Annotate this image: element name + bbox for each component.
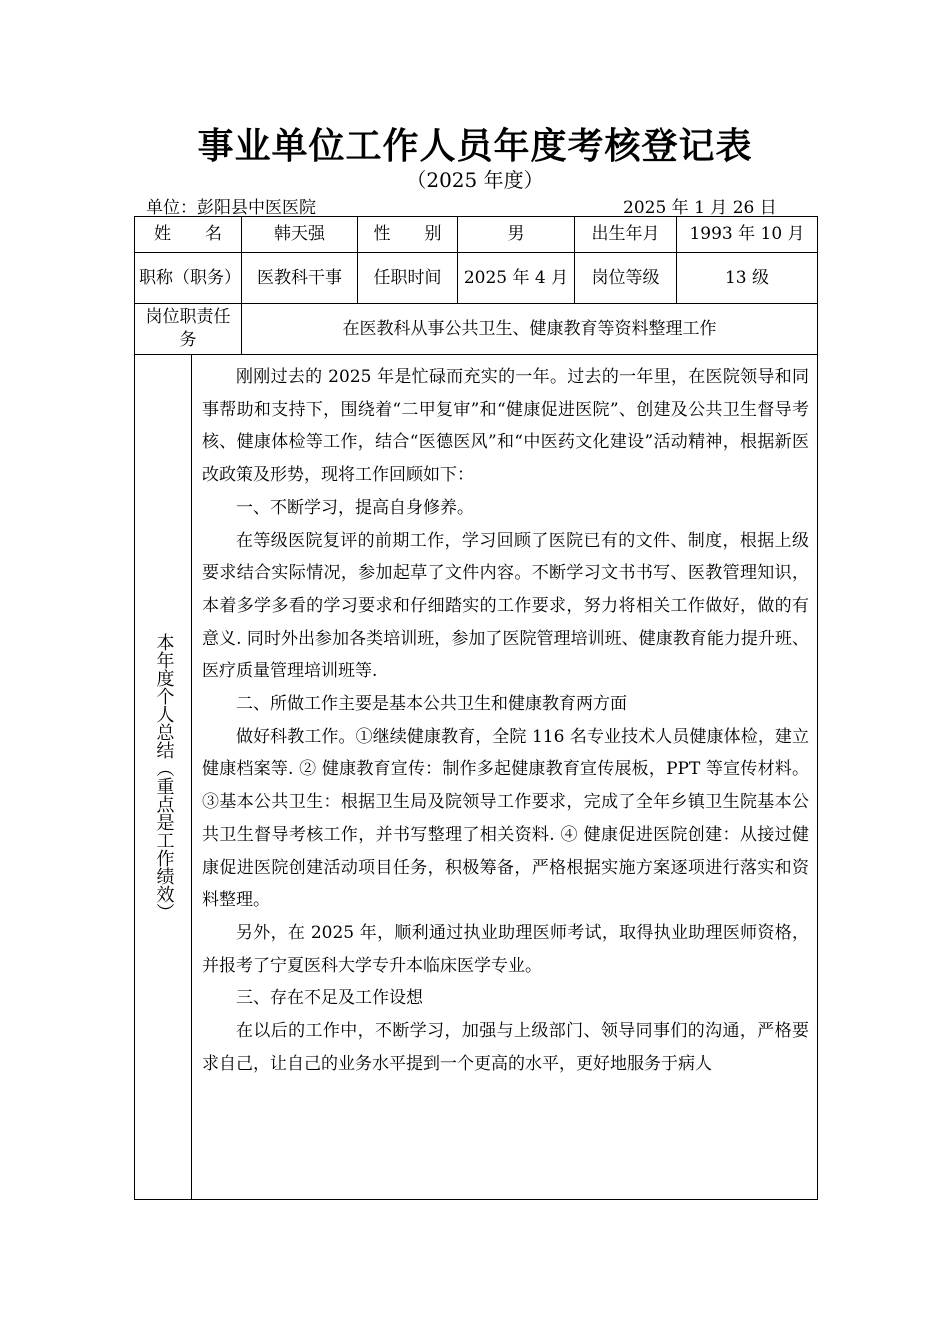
summary-heading-1: 一、不断学习，提高自身修养。 bbox=[236, 497, 474, 518]
form-year: （2025 年度） bbox=[406, 168, 544, 192]
form-date: 2025 年 1 月 26 日 bbox=[623, 198, 777, 218]
birth-value: 1993 年 10 月 bbox=[677, 217, 818, 253]
position-title-label: 职称（职务） bbox=[135, 253, 242, 304]
summary-paragraph-work: 做好科教工作。①继续健康教育，全院 116 名专业技术人员健康体检，建立健康档案等. ② 健康教育宣传：制作多起健康教育宣传展板，PPT 等宣传材料。③基本公共卫生：根据卫生局及院领导工作要求，完成了全年乡镇卫生院基本公共卫生督导考核工作，并书写整理了相关资料. ④ 健康促进医院创建：从接过健康促进医院创建活动项目任务，积极筹备，严格根据实施方案逐项进行落实和资料整理。 bbox=[202, 726, 809, 911]
birth-label: 出生年月 bbox=[575, 217, 677, 253]
summary-paragraph-other: 另外，在 2025 年，顺利通过执业助理医师考试，取得执业助理医师资格，并报考了宁夏医科大学专升本临床医学专业。 bbox=[202, 922, 809, 976]
info-row-1 bbox=[135, 217, 818, 253]
form-title: 事业单位工作人员年度考核登记表 bbox=[197, 125, 753, 167]
tenure-label: 任职时间 bbox=[358, 253, 458, 304]
info-row-2 bbox=[135, 253, 818, 304]
name-label: 姓 名 bbox=[135, 217, 242, 253]
appraisal-table bbox=[134, 216, 818, 1200]
summary-label: 本年度个人总结（重点是工作绩效） bbox=[153, 633, 175, 921]
tenure-value: 2025 年 4 月 bbox=[458, 253, 575, 304]
summary-paragraph-study: 在等级医院复评的前期工作，学习回顾了医院已有的文件、制度，根据上级要求结合实际情况，参加起草了文件内容。不断学习文书书写、医教管理知识，本着多学多看的学习要求和仔细踏实的工作要求，努力将相关工作做好，做的有意义. 同时外出参加各类培训班，参加了医院管理培训班、健康教育能力提升班、医疗质量管理培训班等. bbox=[202, 530, 809, 682]
duty-value: 在医教科从事公共卫生、健康教育等资料整理工作 bbox=[242, 304, 818, 355]
position-title-value: 医教科干事 bbox=[242, 253, 358, 304]
summary-label-cell bbox=[135, 355, 192, 1200]
employer-unit: 单位：彭阳县中医医院 bbox=[146, 198, 316, 218]
info-row-3 bbox=[135, 304, 818, 355]
summary-content bbox=[192, 355, 818, 1200]
summary-heading-2: 二、所做工作主要是基本公共卫生和健康教育两方面 bbox=[236, 694, 627, 715]
duty-label: 岗位职责任务 bbox=[135, 304, 242, 355]
summary-heading-3: 三、存在不足及工作设想 bbox=[236, 988, 423, 1009]
gender-value: 男 bbox=[458, 217, 575, 253]
grade-label: 岗位等级 bbox=[575, 253, 677, 304]
grade-value: 13 级 bbox=[677, 253, 818, 304]
name-value: 韩天强 bbox=[242, 217, 358, 253]
summary-intro: 刚刚过去的 2025 年是忙碌而充实的一年。过去的一年里，在医院领导和同事帮助和支持下，围绕着“二甲复审”和“健康促进医院”、创建及公共卫生督导考核、健康体检等工作，结合“医德医风”和“中医药文化建设”活动精神，根据新医改政策及形势，现将工作回顾如下： bbox=[202, 367, 809, 486]
summary-paragraph-plan: 在以后的工作中，不断学习，加强与上级部门、领导同事们的沟通，严格要求自己，让自己的业务水平提到一个更高的水平，更好地服务于病人 bbox=[202, 1021, 809, 1074]
gender-label: 性 别 bbox=[358, 217, 458, 253]
summary-row bbox=[135, 355, 818, 1200]
